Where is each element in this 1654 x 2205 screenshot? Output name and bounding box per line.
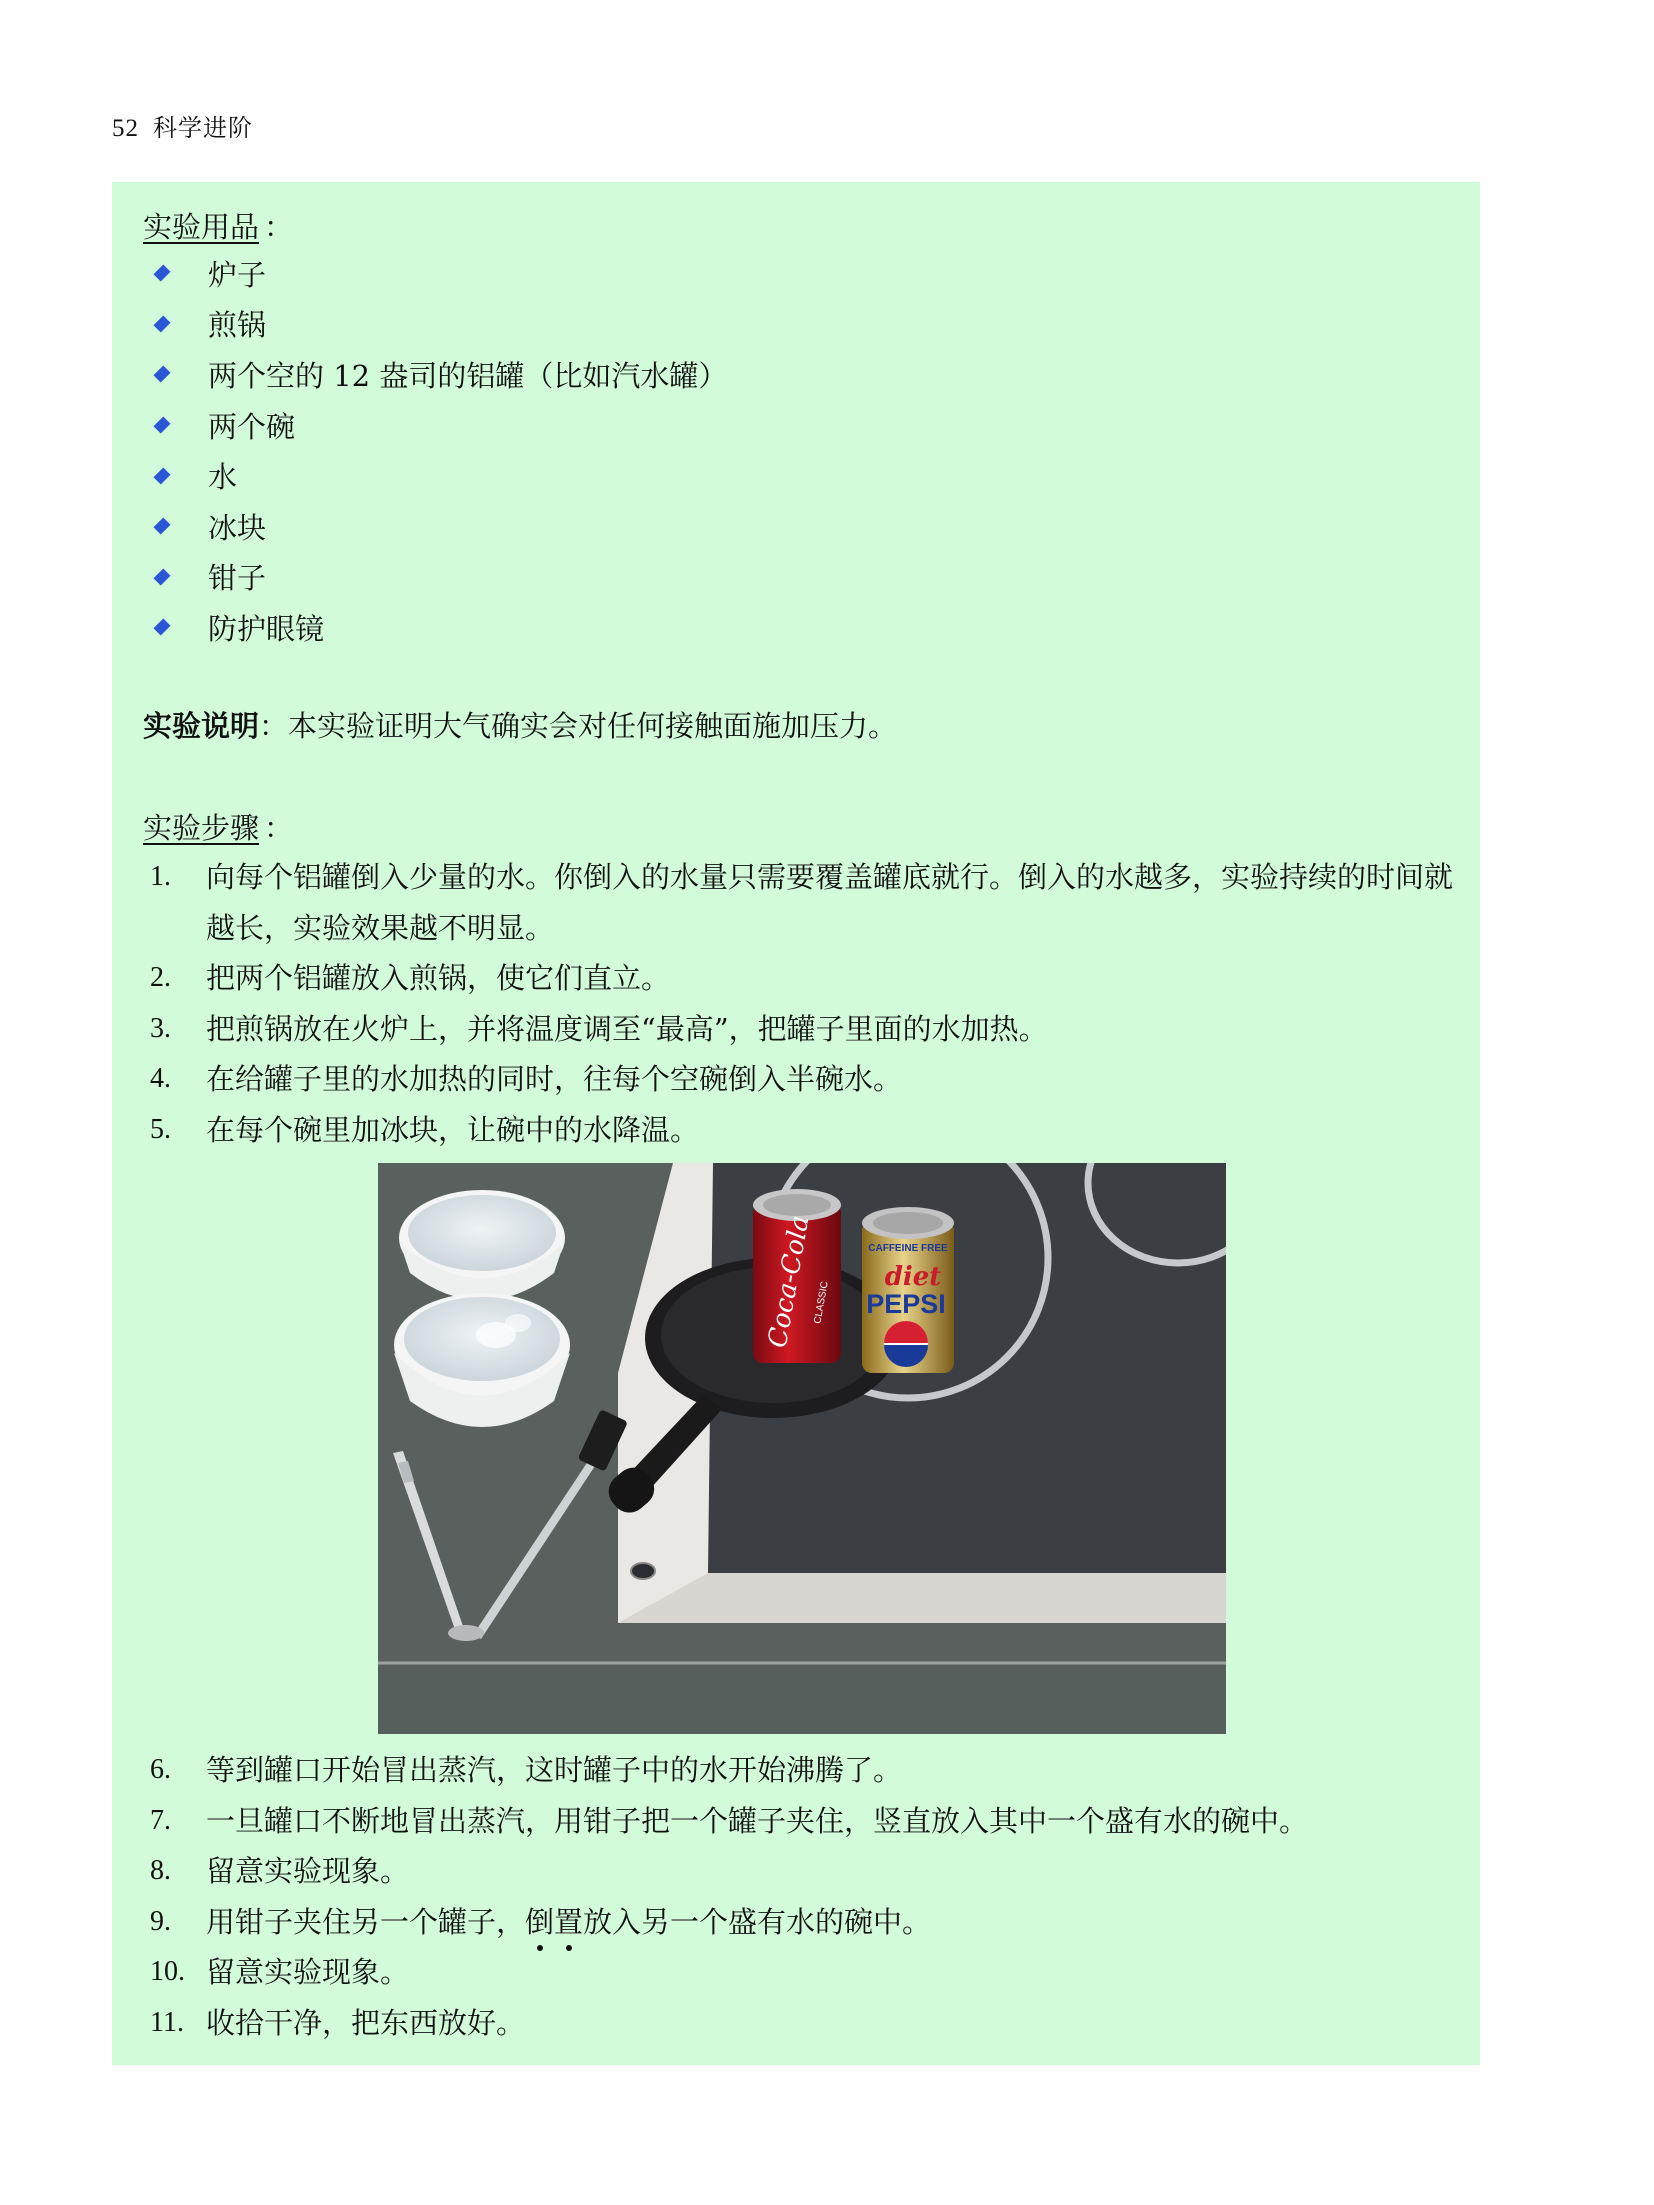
- experiment-photo: [378, 1163, 1226, 1734]
- step-item: 7. 一旦罐口不断地冒出蒸汽，用钳子把一个罐子夹住，竖直放入其中一个盛有水的碗中。: [150, 1803, 1309, 1838]
- materials-colon: ：: [264, 210, 294, 244]
- list-item: 两个空的 12 盎司的铝罐（比如汽水罐）: [150, 349, 727, 400]
- diamond-bullet-icon: [154, 467, 171, 484]
- list-item: 煎锅: [150, 299, 727, 350]
- diamond-bullet-icon: [154, 619, 171, 636]
- list-item: 冰块: [150, 501, 727, 552]
- pepsi-can-brand-label: PEPSI: [866, 1289, 946, 1319]
- list-item: 两个碗: [150, 400, 727, 451]
- procedure-heading: 实验步骤: [143, 811, 260, 845]
- description-text: ：本实验证明大气确实会对任何接触面施加压力。: [259, 709, 898, 743]
- stove-setup-illustration: [378, 1163, 1226, 1734]
- experiment-description: [143, 704, 897, 745]
- step-item: 8. 留意实验现象。: [150, 1854, 410, 1888]
- list-item: 钳子: [150, 552, 727, 603]
- list-item: 水: [150, 450, 727, 501]
- materials-list: [150, 248, 727, 653]
- page-number: 52: [112, 115, 139, 142]
- coke-can-sublabel: CLASSIC: [812, 1280, 831, 1325]
- emphasis-dot-char: 置: [554, 1904, 584, 1939]
- description-label: 实验说明: [143, 709, 260, 743]
- procedure-colon: ：: [264, 811, 294, 845]
- step-item: 4. 在给罐子里的水加热的同时，往每个空碗倒入半碗水。: [150, 1062, 903, 1096]
- diamond-bullet-icon: [154, 568, 171, 585]
- step-item: 3. 把煎锅放在火炉上，并将温度调至“最高”，把罐子里面的水加热。: [150, 1011, 1048, 1046]
- step-item: 11. 收拾干净，把东西放好。: [150, 2005, 526, 2040]
- list-item: 炉子: [150, 248, 727, 299]
- diamond-bullet-icon: [154, 265, 171, 282]
- list-item: 防护眼镜: [150, 602, 727, 653]
- step-item: 1. 向每个铝罐倒入少量的水。你倒入的水量只需要覆盖罐底就行。倒入的水越多，实验持续的时间就越长，实验效果越不明显。: [150, 860, 1454, 945]
- steps-list-part1: [150, 852, 1460, 1155]
- emphasis-dot-char: 倒: [525, 1904, 555, 1939]
- step-item: 2. 把两个铝罐放入煎锅，使它们直立。: [150, 961, 671, 995]
- coke-can-label: Coca-Cola: [762, 1213, 816, 1351]
- materials-heading: 实验用品: [143, 210, 260, 244]
- pepsi-can-top-label: CAFFEINE FREE: [868, 1243, 948, 1254]
- book-title: 科学进阶: [153, 114, 253, 142]
- page-header: [112, 108, 253, 143]
- diamond-bullet-icon: [154, 315, 171, 332]
- step-item: 9. 用钳子夹住另一个罐子，倒置放入另一个盛有水的碗中。: [150, 1904, 932, 1939]
- diamond-bullet-icon: [154, 518, 171, 535]
- step-item: 10. 留意实验现象。: [150, 1955, 410, 1989]
- step-item: 5. 在每个碗里加冰块，让碗中的水降温。: [150, 1112, 700, 1147]
- pepsi-can-diet-label: diet: [884, 1262, 942, 1292]
- diamond-bullet-icon: [154, 366, 171, 383]
- step-item: 6. 等到罐口开始冒出蒸汽，这时罐子中的水开始沸腾了。: [150, 1753, 903, 1787]
- diamond-bullet-icon: [154, 417, 171, 434]
- steps-list-part2: [150, 1745, 1460, 2048]
